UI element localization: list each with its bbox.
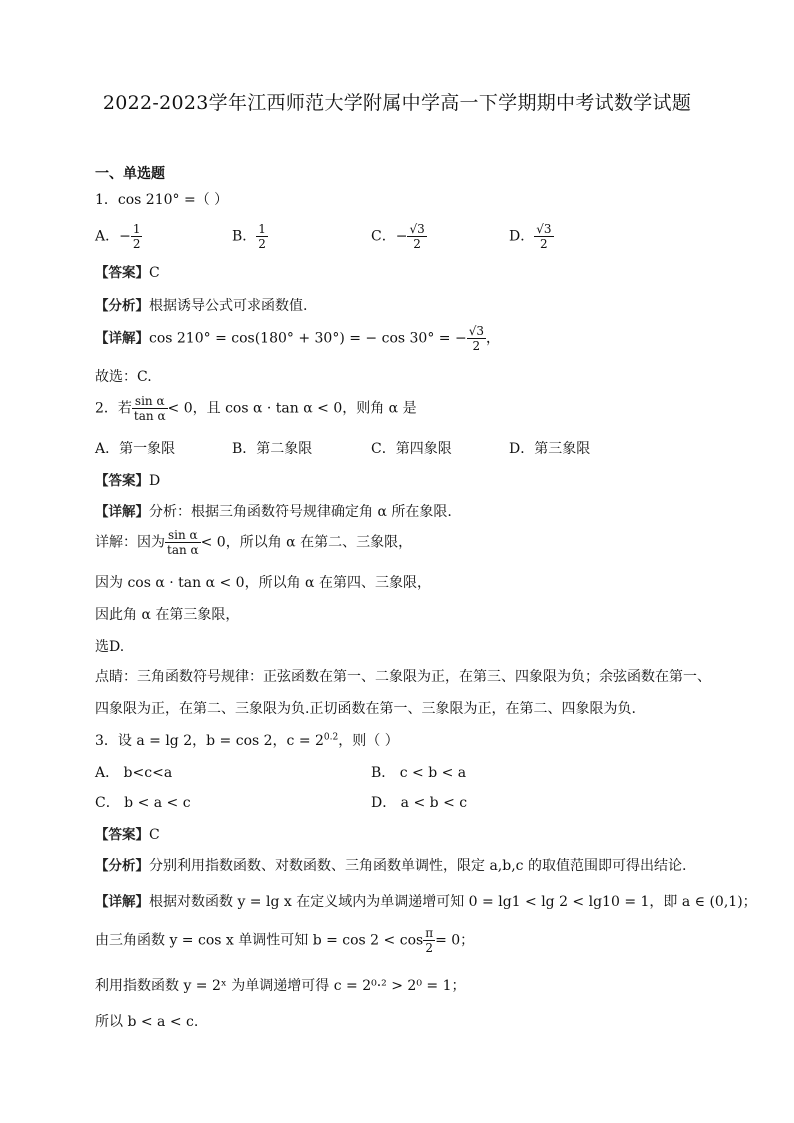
- q1-answer: 【答案】C: [95, 265, 160, 281]
- q1-option-a: A．− $\frac{1}{2}$: [95, 222, 141, 251]
- q2-detail-5: 选D.: [95, 639, 125, 655]
- q3-answer: 【答案】C: [95, 827, 160, 843]
- q3-stem: 3．设 a = lg 2，b = cos 2，$c = 2^{0.2}$，则（ ）: [95, 732, 399, 749]
- q2-note-1: 点睛：三角函数符号规律：正弦函数在第一、二象限为正，在第三、四象限为负；余弦函数在第一、: [95, 669, 711, 685]
- page-title: 2022-2023学年江西师范大学附属中学高一下学期期中考试数学试题: [102, 92, 692, 114]
- q1-option-d: D． $\frac{√3}{2}$: [509, 222, 552, 251]
- q1-detail: 【详解】cos 210° = cos(180° + 30°) = − cos 30° = − $\frac{√3}{2}$ ，: [95, 324, 500, 353]
- q2-option-a: A．第一象限: [95, 441, 176, 457]
- q3-analysis: 【分析】分别利用指数函数、对数函数、三角函数单调性，限定 a,b,c 的取值范围即可得出结论.: [95, 858, 687, 874]
- q2-note-2: 四象限为正，在第二、三象限为负.正切函数在第一、三象限为正，在第二、四象限为负.: [95, 701, 636, 717]
- q2-option-d: D．第三象限: [509, 441, 591, 457]
- q1-stem: 1．cos 210° =（ ）: [95, 192, 229, 208]
- q1-analysis: 【分析】根据诱导公式可求函数值.: [95, 298, 308, 314]
- q2-answer: 【答案】D: [95, 473, 161, 489]
- q2-stem: 2．若 $\frac{\text{sin α}}{\text{tan α}}$ < 0，且 cos α · tan α < 0，则角 α 是: [95, 394, 417, 423]
- q2-option-c: C．第四象限: [371, 441, 452, 457]
- q2-detail-3: 因为 cos α · tan α < 0，所以角 α 在第四、三象限，: [95, 575, 431, 591]
- q2-detail-4: 因此角 α 在第三象限，: [95, 607, 240, 623]
- q3-detail-1: 【详解】根据对数函数 y = lg x 在定义域内为单调递增可知 0 = lg1 < lg 2 < lg10 = 1，即 a ∈ (0,1)；: [95, 894, 757, 910]
- q3-option-d: D． a < b < c: [371, 795, 468, 811]
- q1-option-c: C．− $\frac{√3}{2}$: [371, 222, 425, 251]
- q2-option-b: B．第二象限: [232, 441, 313, 457]
- q2-detail-2: 详解：因为 $\frac{\text{sin α}}{\text{tan α}}$ < 0，所以角 α 在第二、三象限，: [95, 528, 413, 557]
- q3-option-b: B． c < b < a: [371, 765, 467, 781]
- q1-option-b: B． $\frac{1}{2}$: [232, 222, 266, 251]
- q1-conclusion: 故选：C.: [95, 369, 152, 385]
- q3-option-c: C． b < a < c: [95, 795, 191, 811]
- q3-option-a: A． b<c<a: [95, 765, 173, 781]
- q3-detail-2: 由三角函数 y = cos x 单调性可知 b = cos 2 < cos $\frac{\pi}{2}$ = 0；: [95, 926, 475, 955]
- q3-detail-4: 所以 b < a < c.: [95, 1014, 199, 1030]
- section-heading: 一、单选题: [95, 166, 165, 182]
- q2-detail-1: 【详解】分析：根据三角函数符号规律确定角 α 所在象限.: [95, 504, 452, 520]
- q3-detail-3: 利用指数函数 y = 2ˣ 为单调递增可得 c = 2⁰·² > 2⁰ = 1；: [95, 978, 466, 994]
